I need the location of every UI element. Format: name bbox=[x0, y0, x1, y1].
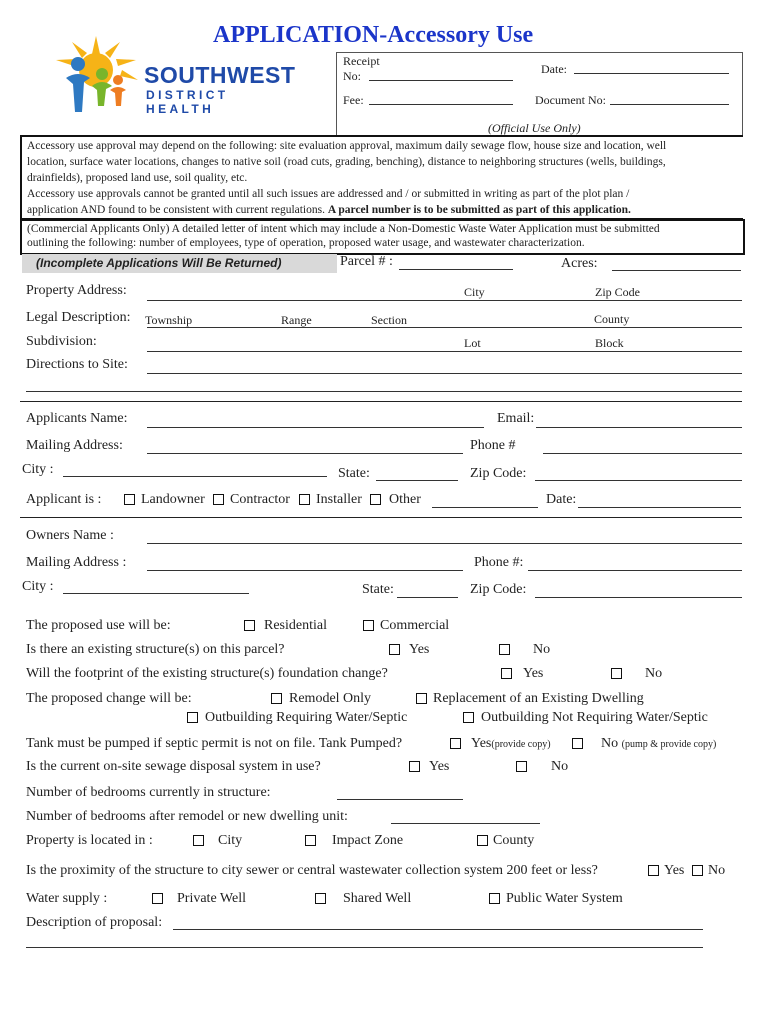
receipt-no-field[interactable] bbox=[369, 80, 513, 81]
outbuilding-septic-label: Outbuilding Requiring Water/Septic bbox=[205, 710, 408, 725]
township-label: Township bbox=[145, 313, 193, 327]
date-label: Date: bbox=[541, 62, 567, 76]
applicant-city-label: City : bbox=[22, 462, 54, 477]
located-city-label: City bbox=[218, 833, 243, 848]
shared-well-checkbox[interactable] bbox=[315, 893, 326, 904]
notice-line-2: location, surface water locations, changes to native soil (road cuts, grading, benching), distance to neighboring structures (wells, buildings, bbox=[27, 156, 666, 168]
shared-well-label: Shared Well bbox=[343, 891, 412, 906]
lot-label: Lot bbox=[464, 336, 481, 350]
impact-zone-checkbox[interactable] bbox=[305, 835, 316, 846]
email-label: Email: bbox=[497, 411, 535, 426]
existing-yes-label: Yes bbox=[409, 642, 430, 657]
logo-district-health: DISTRICT HEALTH bbox=[146, 88, 229, 116]
tank-no-text: No bbox=[601, 736, 619, 751]
owner-phone-field[interactable] bbox=[528, 570, 742, 571]
outbuilding-not-label: Outbuilding Not Requiring Water/Septic bbox=[481, 710, 708, 725]
acres-field[interactable] bbox=[612, 270, 741, 271]
owner-state-field[interactable] bbox=[397, 597, 458, 598]
notice-line-1: Accessory use approval may depend on the following: site evaluation approval, maximum daily sewage flow, house size and location, well bbox=[27, 140, 667, 152]
applicant-state-field[interactable] bbox=[376, 480, 458, 481]
section-divider-1 bbox=[20, 401, 742, 402]
sewage-yes-checkbox[interactable] bbox=[409, 761, 420, 772]
owner-zip-field[interactable] bbox=[535, 597, 742, 598]
sewage-no-checkbox[interactable] bbox=[516, 761, 527, 772]
footprint-label: Will the footprint of the existing structure(s) foundation change? bbox=[26, 666, 388, 681]
outbuilding-septic-checkbox[interactable] bbox=[187, 712, 198, 723]
outbuilding-not-checkbox[interactable] bbox=[463, 712, 474, 723]
replacement-label: Replacement of an Existing Dwelling bbox=[433, 691, 644, 706]
applicant-zip-label: Zip Code: bbox=[470, 466, 527, 481]
public-water-label: Public Water System bbox=[506, 891, 623, 906]
property-address-field[interactable] bbox=[147, 300, 742, 301]
directions-field-1[interactable] bbox=[147, 373, 742, 374]
requirements-notice bbox=[20, 135, 743, 220]
tank-yes-text: Yes bbox=[471, 736, 492, 751]
bedrooms-after-field[interactable] bbox=[391, 823, 540, 824]
footprint-yes-checkbox[interactable] bbox=[501, 668, 512, 679]
notice-line-4: Accessory use approvals cannot be granted until all such issues are addressed and / or submitted in writing as part of the plot plan / bbox=[27, 188, 630, 200]
bedrooms-after-label: Number of bedrooms after remodel or new dwelling unit: bbox=[26, 809, 348, 824]
section-divider-2 bbox=[20, 517, 742, 518]
description-label: Description of proposal: bbox=[26, 915, 163, 930]
commercial-line-1: (Commercial Applicants Only) A detailed letter of intent which may include a Non-Domestic Waste Water Application must be submitted bbox=[27, 223, 660, 235]
tank-no-note: (pump & provide copy) bbox=[621, 739, 717, 750]
legal-description-field[interactable] bbox=[147, 327, 742, 328]
footprint-yes-label: Yes bbox=[523, 666, 544, 681]
proposed-use-label: The proposed use will be: bbox=[26, 618, 171, 633]
owner-phone-label: Phone #: bbox=[474, 555, 524, 570]
sdh-logo-emblem bbox=[48, 34, 143, 116]
tank-no-checkbox[interactable] bbox=[572, 738, 583, 749]
landowner-label: Landowner bbox=[141, 492, 205, 507]
owner-name-label: Owners Name : bbox=[26, 528, 114, 543]
located-county-label: County bbox=[493, 833, 535, 848]
owner-state-label: State: bbox=[362, 582, 394, 597]
remodel-only-label: Remodel Only bbox=[289, 691, 372, 706]
other-checkbox[interactable] bbox=[370, 494, 381, 505]
footprint-no-label: No bbox=[645, 666, 663, 681]
office-date-field[interactable] bbox=[574, 73, 729, 74]
notice-line-3: drainfields), proposed land use, soil quality, etc. bbox=[27, 172, 248, 184]
sewage-no-label: No bbox=[551, 759, 569, 774]
public-water-checkbox[interactable] bbox=[489, 893, 500, 904]
located-county-checkbox[interactable] bbox=[477, 835, 488, 846]
existing-yes-checkbox[interactable] bbox=[389, 644, 400, 655]
tank-pumped-label: Tank must be pumped if septic permit is not on file. Tank Pumped? bbox=[26, 736, 403, 751]
other-field[interactable] bbox=[432, 507, 538, 508]
residential-label: Residential bbox=[264, 618, 327, 633]
applicant-phone-field[interactable] bbox=[543, 453, 742, 454]
proximity-yes-checkbox[interactable] bbox=[648, 865, 659, 876]
existing-structure-label: Is there an existing structure(s) on this parcel? bbox=[26, 642, 285, 657]
existing-no-checkbox[interactable] bbox=[499, 644, 510, 655]
document-no-label: Document No: bbox=[535, 93, 606, 107]
applicant-mailing-label: Mailing Address: bbox=[26, 438, 123, 453]
document-no-field[interactable] bbox=[610, 104, 729, 105]
parcel-requirement: A parcel number is to be submitted as part of this application. bbox=[327, 204, 631, 216]
commercial-label: Commercial bbox=[380, 618, 450, 633]
located-city-checkbox[interactable] bbox=[193, 835, 204, 846]
receipt-label: Receipt bbox=[343, 54, 380, 68]
contractor-label: Contractor bbox=[230, 492, 290, 507]
applicant-name-field[interactable] bbox=[147, 427, 484, 428]
sewage-system-label: Is the current on-site sewage disposal system in use? bbox=[26, 759, 321, 774]
commercial-notice bbox=[20, 219, 745, 255]
description-field-1[interactable] bbox=[173, 929, 703, 930]
notice-line-5 bbox=[27, 202, 631, 219]
acres-label: Acres: bbox=[561, 256, 598, 271]
existing-no-label: No bbox=[533, 642, 551, 657]
residential-checkbox[interactable] bbox=[244, 620, 255, 631]
subdivision-field[interactable] bbox=[147, 351, 742, 352]
remodel-only-checkbox[interactable] bbox=[271, 693, 282, 704]
proposed-change-label: The proposed change will be: bbox=[26, 691, 192, 706]
applicant-mailing-field[interactable] bbox=[147, 453, 463, 454]
parcel-field[interactable] bbox=[399, 269, 513, 270]
commercial-checkbox[interactable] bbox=[363, 620, 374, 631]
owner-mailing-field[interactable] bbox=[147, 570, 463, 571]
incomplete-warning: (Incomplete Applications Will Be Returned) bbox=[22, 254, 337, 273]
description-field-2[interactable] bbox=[26, 947, 703, 948]
logo-southwest: SOUTHWEST bbox=[144, 62, 296, 88]
owner-city-field[interactable] bbox=[63, 593, 249, 594]
owner-mailing-label: Mailing Address : bbox=[26, 555, 127, 570]
applicant-state-label: State: bbox=[338, 466, 370, 481]
contractor-checkbox[interactable] bbox=[213, 494, 224, 505]
applicant-phone-label: Phone # bbox=[470, 438, 516, 453]
bedrooms-current-label: Number of bedrooms currently in structure: bbox=[26, 785, 271, 800]
owner-city-label: City : bbox=[22, 579, 54, 594]
tank-no-label bbox=[601, 736, 716, 753]
sewage-yes-label: Yes bbox=[429, 759, 450, 774]
landowner-checkbox[interactable] bbox=[124, 494, 135, 505]
applicant-is-label: Applicant is : bbox=[26, 492, 102, 507]
applicant-zip-field[interactable] bbox=[535, 480, 742, 481]
owner-name-field[interactable] bbox=[147, 543, 742, 544]
proximity-no-checkbox[interactable] bbox=[692, 865, 703, 876]
installer-checkbox[interactable] bbox=[299, 494, 310, 505]
replacement-checkbox[interactable] bbox=[416, 693, 427, 704]
applicant-date-label: Date: bbox=[546, 492, 577, 507]
footprint-no-checkbox[interactable] bbox=[611, 668, 622, 679]
range-label: Range bbox=[281, 313, 312, 327]
subdivision-label: Subdivision: bbox=[26, 334, 97, 349]
property-located-label: Property is located in : bbox=[26, 833, 153, 848]
directions-label: Directions to Site: bbox=[26, 357, 128, 372]
owner-zip-label: Zip Code: bbox=[470, 582, 527, 597]
city-column-label: City bbox=[464, 285, 485, 299]
directions-field-2[interactable] bbox=[26, 391, 742, 392]
other-label: Other bbox=[389, 492, 421, 507]
proximity-label: Is the proximity of the structure to city sewer or central wastewater collection system 200 feet or less? bbox=[26, 863, 598, 878]
block-label: Block bbox=[595, 336, 624, 350]
parcel-label: Parcel # : bbox=[340, 254, 393, 269]
page-title: APPLICATION-Accessory Use bbox=[213, 22, 534, 48]
property-address-label: Property Address: bbox=[26, 283, 127, 298]
notice-line-5-text: application AND found to be consistent with current regulations. bbox=[27, 204, 325, 216]
proximity-yes-label: Yes bbox=[664, 863, 685, 878]
proximity-no-label: No bbox=[708, 863, 726, 878]
installer-label: Installer bbox=[316, 492, 362, 507]
commercial-line-2: outlining the following: number of employees, type of operation, proposed water usage, and wastewater characterization. bbox=[27, 237, 585, 249]
applicant-date-field[interactable] bbox=[578, 507, 741, 508]
private-well-checkbox[interactable] bbox=[152, 893, 163, 904]
tank-yes-note: (provide copy) bbox=[491, 739, 551, 750]
official-use-label: (Official Use Only) bbox=[488, 121, 581, 135]
tank-yes-checkbox[interactable] bbox=[450, 738, 461, 749]
water-supply-label: Water supply : bbox=[26, 891, 108, 906]
legal-description-label: Legal Description: bbox=[26, 310, 131, 325]
fee-label: Fee: bbox=[343, 93, 364, 107]
applicant-city-field[interactable] bbox=[63, 476, 327, 477]
applicant-name-label: Applicants Name: bbox=[26, 411, 128, 426]
county-column-label: County bbox=[594, 312, 630, 326]
section-label: Section bbox=[371, 313, 407, 327]
impact-zone-label: Impact Zone bbox=[332, 833, 404, 848]
zip-column-label: Zip Code bbox=[595, 285, 640, 299]
private-well-label: Private Well bbox=[177, 891, 246, 906]
tank-yes-label bbox=[471, 736, 551, 753]
receipt-no-label: No: bbox=[343, 69, 361, 83]
fee-field[interactable] bbox=[369, 104, 513, 105]
email-field[interactable] bbox=[536, 427, 742, 428]
bedrooms-current-field[interactable] bbox=[337, 799, 463, 800]
